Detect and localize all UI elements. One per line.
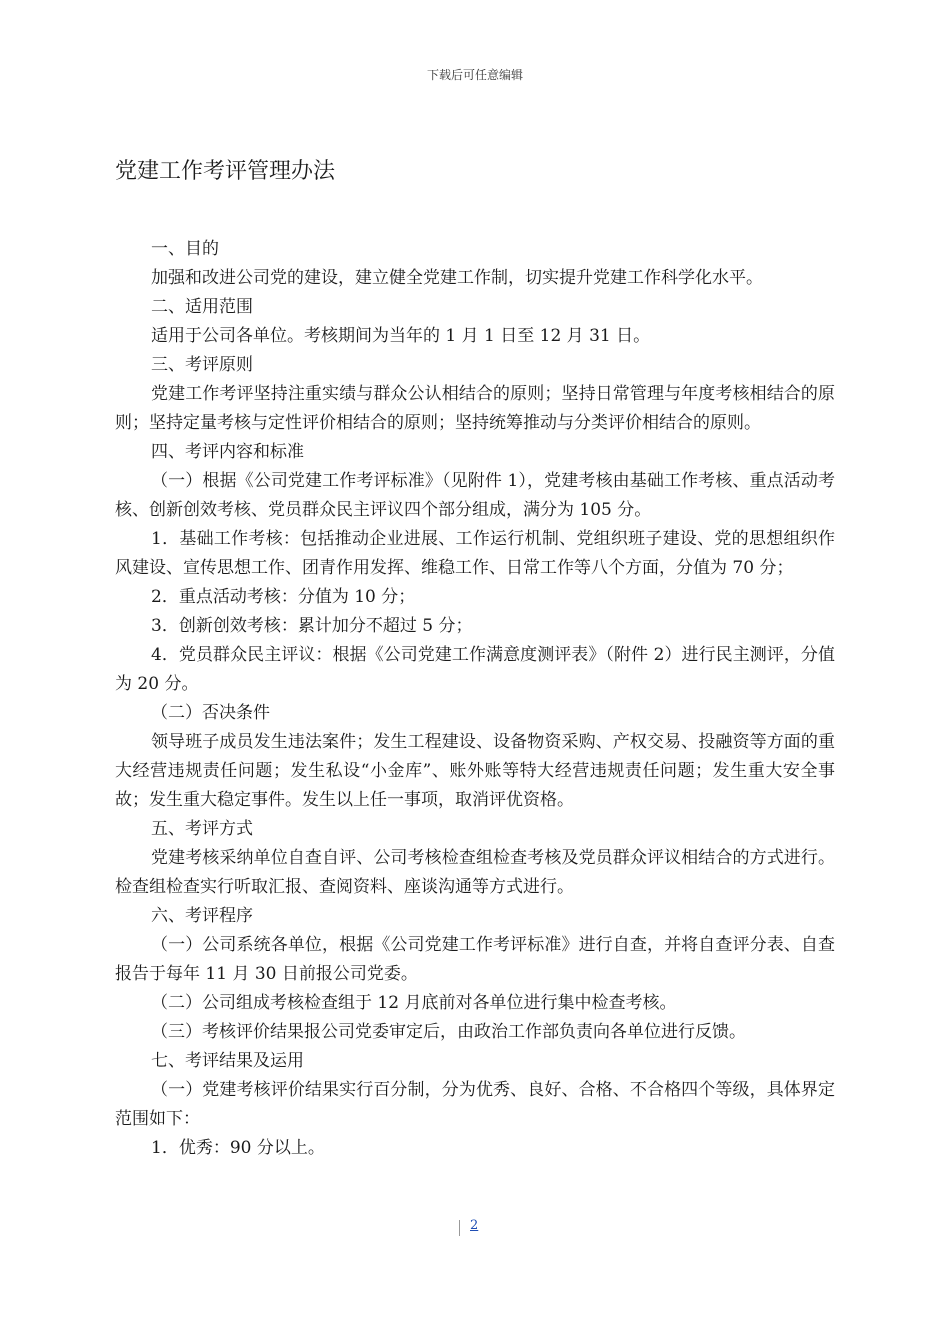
page-number-link[interactable]: 2: [470, 1218, 479, 1233]
list-item-basic-work: 1．基础工作考核：包括推动企业进展、工作运行机制、党组织班子建设、党的思想组织作风建设、宣传思想工作、团青作用发挥、维稳工作、日常工作等八个方面，分值为 70 分；: [115, 529, 835, 578]
document-body: [115, 235, 835, 1163]
paragraph-method: 党建考核采纳单位自查自评、公司考核检查组检查考核及党员群众评议相结合的方式进行。检查组检查实行听取汇报、查阅资料、座谈沟通等方式进行。: [115, 848, 835, 897]
paragraph-principles: 党建工作考评坚持注重实绩与群众公认相结合的原则；坚持日常管理与年度考核相结合的原则；坚持定量考核与定性评价相结合的原则；坚持统筹推动与分类评价相结合的原则。: [115, 384, 835, 433]
list-item-innovation: 3．创新创效考核：累计加分不超过 5 分；: [151, 616, 473, 636]
list-item-democratic-review: 4．党员群众民主评议：根据《公司党建工作满意度测评表》（附件 2）进行民主测评，分值为 20 分。: [115, 645, 835, 694]
page-footer: [0, 1218, 950, 1238]
paragraph-results-1: （一）党建考核评价结果实行百分制，分为优秀、良好、合格、不合格四个等级，具体界定范围如下：: [115, 1080, 835, 1129]
document-title: 党建工作考评管理办法: [115, 159, 336, 184]
footer-separator: [459, 1220, 460, 1236]
paragraph-procedure-1: （一）公司系统各单位，根据《公司党建工作考评标准》进行自查，并将自查评分表、自查报告于每年 11 月 30 日前报公司党委。: [115, 935, 835, 984]
paragraph-scope: 适用于公司各单位。考核期间为当年的 1 月 1 日至 12 月 31 日。: [151, 326, 651, 346]
list-item-excellent: 1．优秀：90 分以上。: [151, 1138, 325, 1158]
page-header-note: 下载后可任意编辑: [426, 68, 523, 82]
section-heading-purpose: 一、目的: [151, 239, 219, 259]
section-heading-scope: 二、适用范围: [151, 297, 253, 317]
list-item-key-activities: 2．重点活动考核：分值为 10 分；: [151, 587, 416, 607]
paragraph-veto-conditions: 领导班子成员发生违法案件；发生工程建设、设备物资采购、产权交易、投融资等方面的重大经营违规责任问题；发生私设“小金库”、账外账等特大经营违规责任问题；发生重大安全事故；发生重大稳定事件。发生以上任一事项，取消评优资格。: [115, 732, 835, 810]
section-heading-results: 七、考评结果及运用: [151, 1051, 304, 1071]
section-heading-procedure: 六、考评程序: [151, 906, 253, 926]
section-heading-content: 四、考评内容和标准: [151, 442, 304, 462]
paragraph-content-1: （一）根据《公司党建工作考评标准》（见附件 1），党建考核由基础工作考核、重点活动考核、创新创效考核、党员群众民主评议四个部分组成，满分为 105 分。: [115, 471, 835, 520]
paragraph-procedure-3: （三）考核评价结果报公司党委审定后，由政治工作部负责向各单位进行反馈。: [151, 1022, 746, 1042]
paragraph-procedure-2: （二）公司组成考核检查组于 12 月底前对各单位进行集中检查考核。: [151, 993, 677, 1013]
section-heading-principles: 三、考评原则: [151, 355, 253, 375]
paragraph-purpose: 加强和改进公司党的建设，建立健全党建工作制，切实提升党建工作科学化水平。: [151, 268, 763, 288]
section-heading-method: 五、考评方式: [151, 819, 253, 839]
subheading-veto-conditions: （二）否决条件: [151, 703, 270, 723]
